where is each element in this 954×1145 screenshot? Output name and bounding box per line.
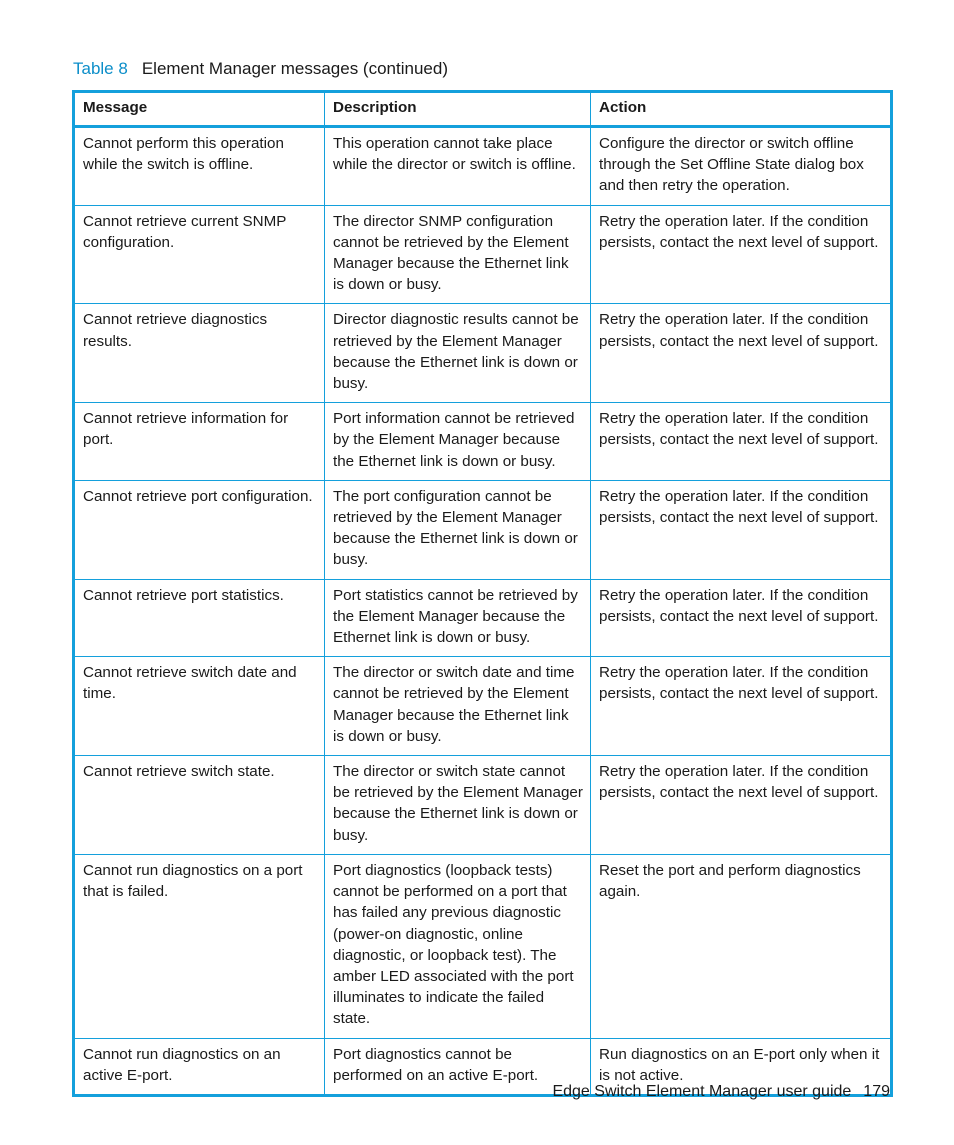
action-cell: Retry the operation later. If the condition persists, contact the next level of support. <box>591 756 892 855</box>
description-cell: The director or switch date and time cannot be retrieved by the Element Manager because the Ethernet link is down or busy. <box>325 657 591 756</box>
table-row <box>74 579 892 657</box>
table-row <box>74 304 892 403</box>
guide-title: Edge Switch Element Manager user guide <box>552 1083 852 1100</box>
table-caption <box>73 58 448 80</box>
header-description: Description <box>325 92 591 127</box>
description-cell: The director or switch state cannot be retrieved by the Element Manager because the Ethernet link is down or busy. <box>325 756 591 855</box>
page-number: 179 <box>863 1083 890 1100</box>
table-title: Element Manager messages (continued) <box>141 59 448 78</box>
message-cell: Cannot retrieve information for port. <box>74 403 325 481</box>
description-cell: This operation cannot take place while the director or switch is offline. <box>325 127 591 206</box>
table-header-row <box>74 92 892 127</box>
message-cell: Cannot retrieve port statistics. <box>74 579 325 657</box>
description-cell: Port statistics cannot be retrieved by the Element Manager because the Ethernet link is down or busy. <box>325 579 591 657</box>
description-cell: Director diagnostic results cannot be retrieved by the Element Manager because the Ethernet link is down or busy. <box>325 304 591 403</box>
description-cell: The director SNMP configuration cannot be retrieved by the Element Manager because the Ethernet link is down or busy. <box>325 205 591 304</box>
action-cell: Configure the director or switch offline through the Set Offline State dialog box and then retry the operation. <box>591 127 892 206</box>
page-footer <box>552 1081 890 1103</box>
table-row <box>74 756 892 855</box>
message-cell: Cannot retrieve switch date and time. <box>74 657 325 756</box>
messages-table <box>72 90 893 1097</box>
table-row <box>74 657 892 756</box>
action-cell: Run diagnostics on an E-port only when it is not active. <box>591 1038 892 1095</box>
message-cell: Cannot retrieve current SNMP configuration. <box>74 205 325 304</box>
message-cell: Cannot run diagnostics on a port that is failed. <box>74 854 325 1038</box>
table-row <box>74 480 892 579</box>
action-cell: Retry the operation later. If the condition persists, contact the next level of support. <box>591 403 892 481</box>
table-row <box>74 127 892 206</box>
description-cell: Port diagnostics cannot be performed on an active E-port. <box>325 1038 591 1095</box>
action-cell: Retry the operation later. If the condition persists, contact the next level of support. <box>591 304 892 403</box>
description-cell: Port information cannot be retrieved by the Element Manager because the Ethernet link is down or busy. <box>325 403 591 481</box>
header-action: Action <box>591 92 892 127</box>
message-cell: Cannot retrieve switch state. <box>74 756 325 855</box>
message-cell: Cannot perform this operation while the switch is offline. <box>74 127 325 206</box>
description-cell: Port diagnostics (loopback tests) cannot be performed on a port that has failed any previous diagnostic (power-on diagnostic, online diagnostic, or loopback test). The amber LED associated with the port illuminates to indicate the failed state. <box>325 854 591 1038</box>
message-cell: Cannot retrieve port configuration. <box>74 480 325 579</box>
table-row <box>74 205 892 304</box>
action-cell: Retry the operation later. If the condition persists, contact the next level of support. <box>591 480 892 579</box>
table-number: Table 8 <box>73 59 128 78</box>
table-row <box>74 854 892 1038</box>
action-cell: Retry the operation later. If the condition persists, contact the next level of support. <box>591 579 892 657</box>
header-message: Message <box>74 92 325 127</box>
table-row <box>74 403 892 481</box>
description-cell: The port configuration cannot be retrieved by the Element Manager because the Ethernet link is down or busy. <box>325 480 591 579</box>
action-cell: Reset the port and perform diagnostics again. <box>591 854 892 1038</box>
action-cell: Retry the operation later. If the condition persists, contact the next level of support. <box>591 205 892 304</box>
message-cell: Cannot run diagnostics on an active E-port. <box>74 1038 325 1095</box>
message-cell: Cannot retrieve diagnostics results. <box>74 304 325 403</box>
action-cell: Retry the operation later. If the condition persists, contact the next level of support. <box>591 657 892 756</box>
